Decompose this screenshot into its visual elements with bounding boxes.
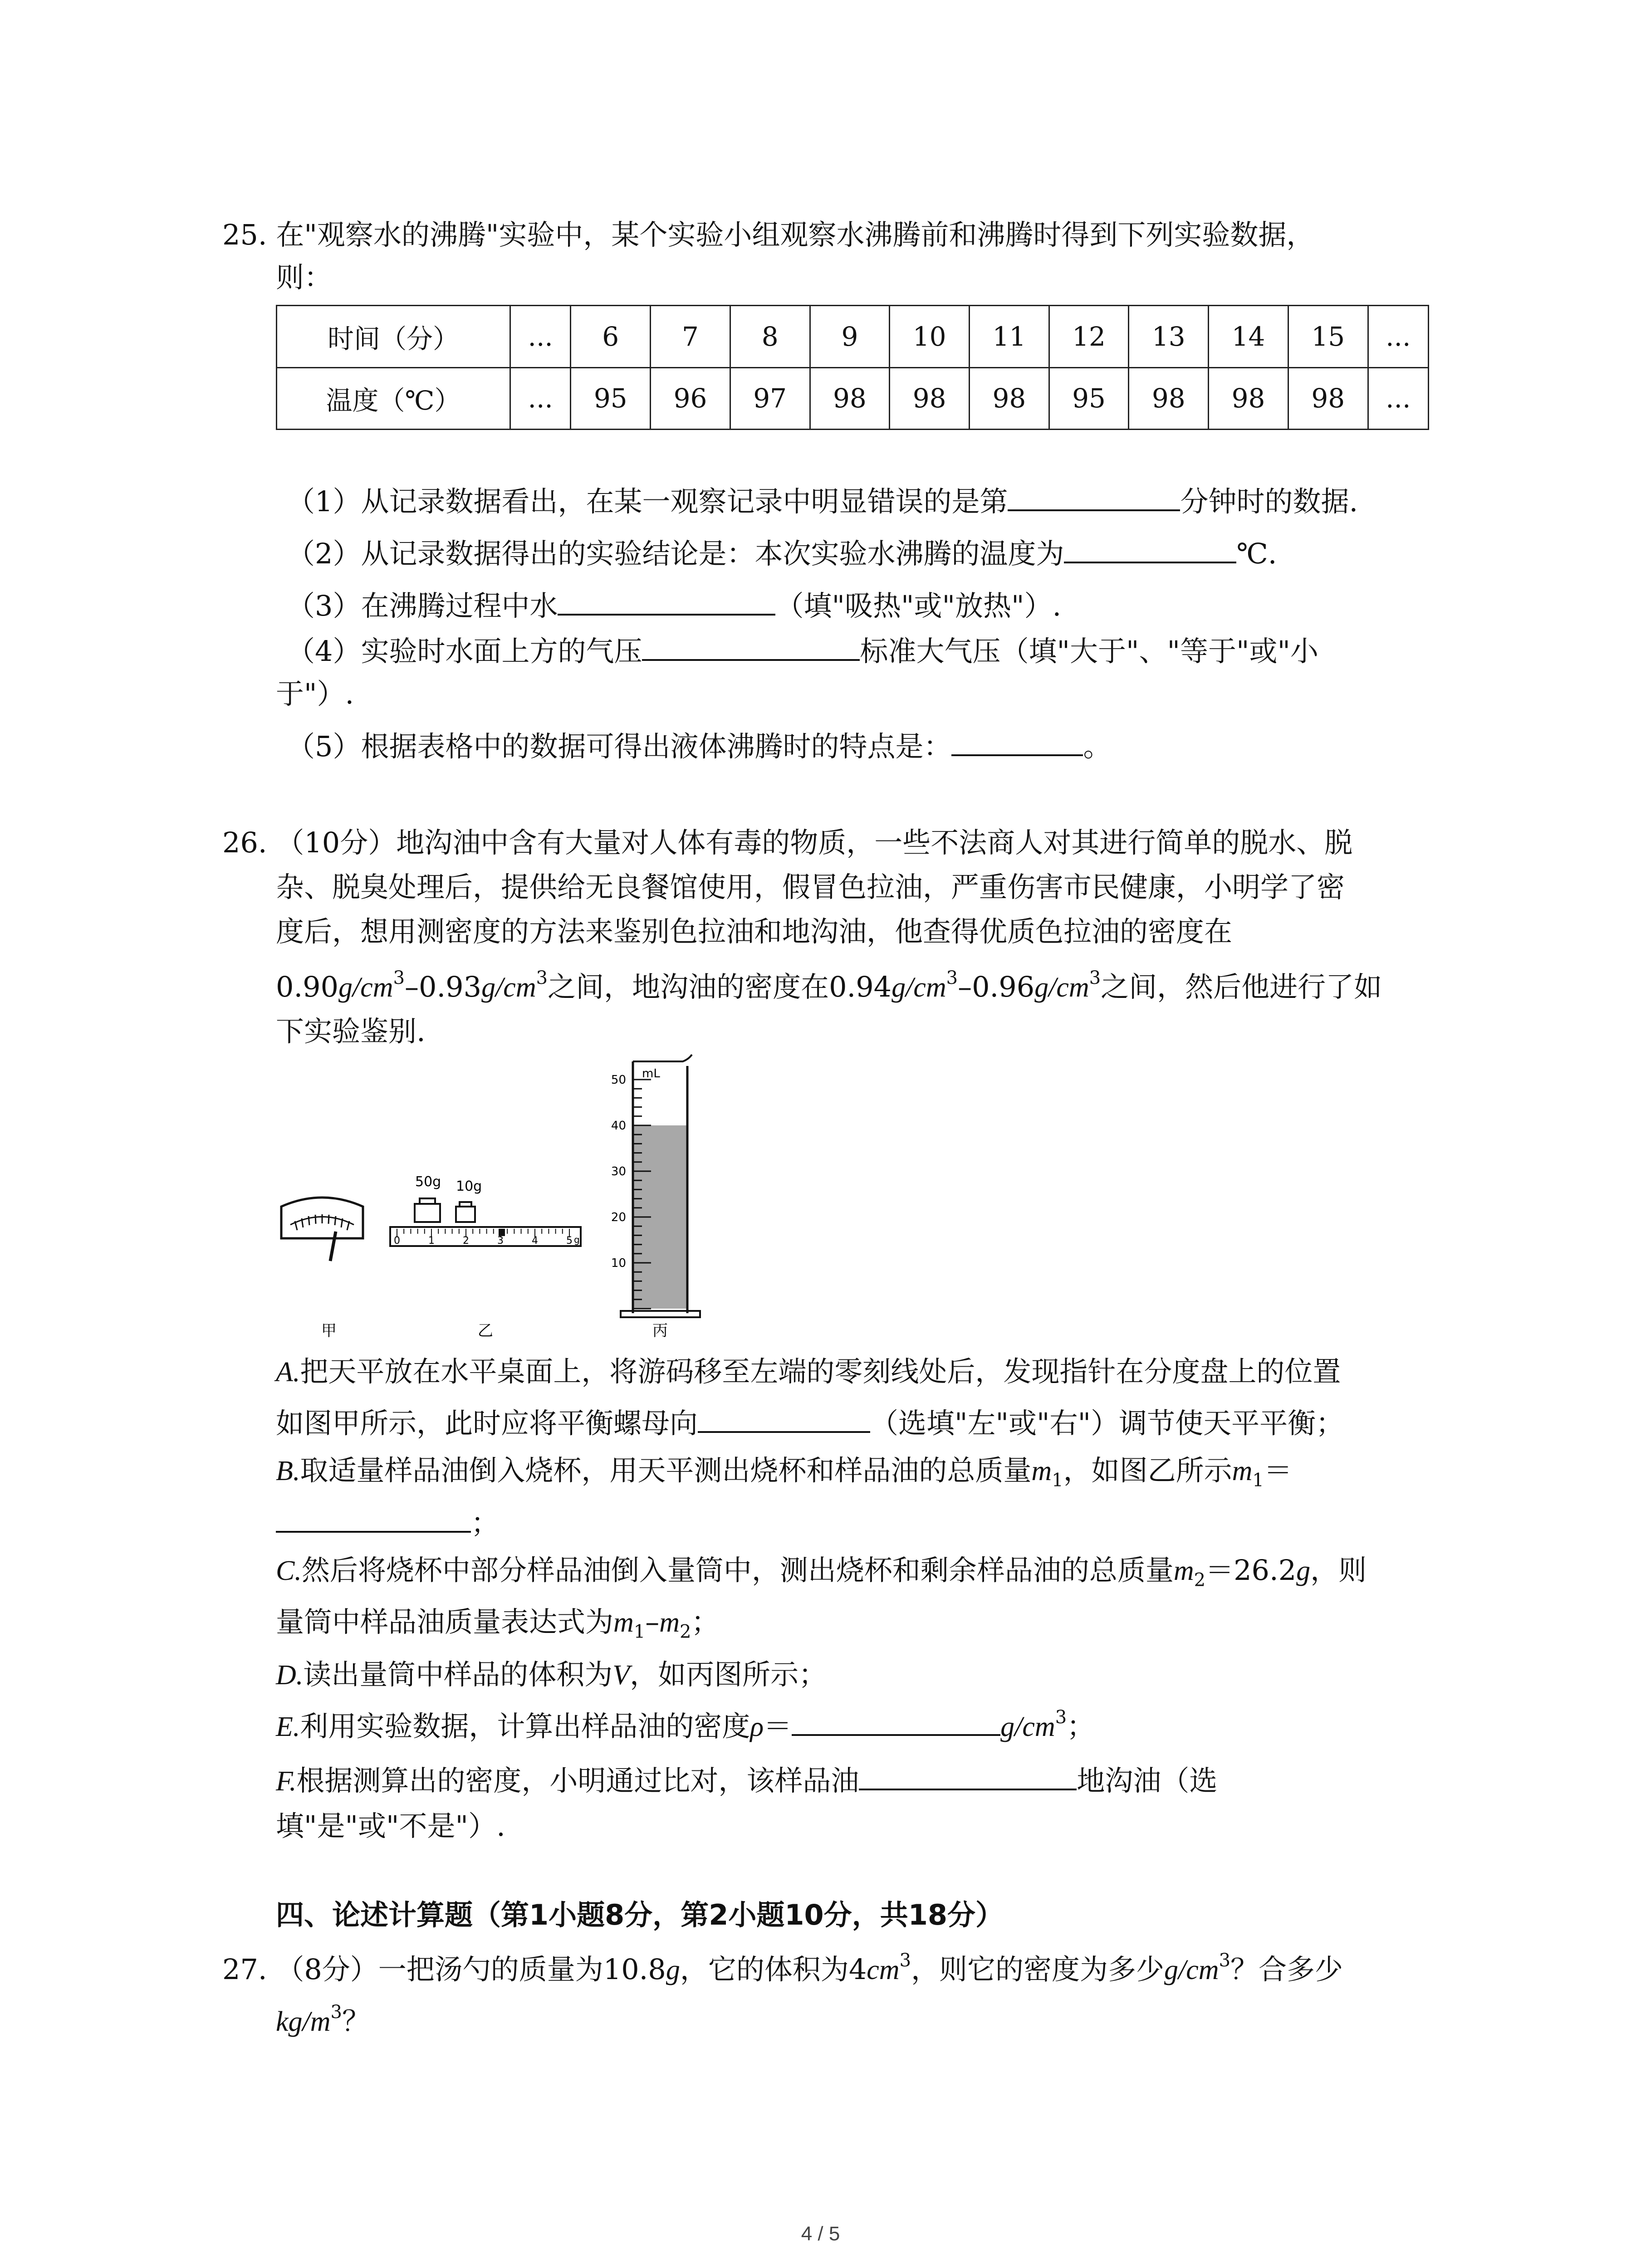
- unit-text: g: [1000, 1711, 1015, 1742]
- cylinder-labels: [611, 1073, 626, 1270]
- q27-text: ，则它的密度为多少: [911, 1953, 1165, 1986]
- q27-text: ，它的体积为4: [680, 1953, 867, 1986]
- table-cell-temperature: 96: [651, 367, 730, 430]
- unit-text: /cm: [1178, 1955, 1219, 1985]
- step-letter: E.: [276, 1711, 300, 1742]
- table-cell-time: 9: [810, 306, 890, 368]
- q25-intro-text: 在"观察水的沸腾"实验中，某个实验小组观察水沸腾前和沸腾时得到下列实验数据，: [276, 218, 1315, 251]
- measuring-cylinder-diagram: [611, 1055, 700, 1340]
- step-text: 根据测算出的密度，小明通过比对，该样品油: [296, 1764, 859, 1797]
- cylinder-unit: mL: [642, 1067, 660, 1080]
- step-text: ，则: [1310, 1554, 1367, 1587]
- answer-blank[interactable]: [859, 1762, 1077, 1790]
- table-row-temperature: [277, 367, 1429, 430]
- cylinder-label: 50: [611, 1073, 626, 1087]
- rider-beam-label: 4: [532, 1235, 538, 1246]
- exponent: 3: [330, 2002, 342, 2023]
- table-cell-time: 14: [1209, 306, 1288, 368]
- step-text: 读出量筒中样品的体积为: [303, 1658, 613, 1691]
- step-letter: A.: [276, 1357, 300, 1388]
- step-letter: C.: [276, 1555, 302, 1586]
- table-cell-temperature: 98: [969, 367, 1049, 430]
- step-text: ＝: [1264, 1454, 1292, 1487]
- table-cell-temperature: 98: [1129, 367, 1209, 430]
- step-text: ；: [1067, 1710, 1095, 1743]
- answer-blank[interactable]: [1064, 535, 1236, 563]
- weight-10g-icon: [456, 1207, 475, 1222]
- unit-text: g: [666, 1955, 680, 1985]
- table-cell-temperature: 95: [571, 367, 651, 430]
- q27-line2: [276, 2000, 370, 2043]
- step-text: ，如图乙所示: [1063, 1454, 1232, 1487]
- exponent: 3: [393, 968, 405, 989]
- q26-stepA-line2: [276, 1403, 1344, 1444]
- step-text: 利用实验数据，计算出样品油的密度: [300, 1710, 750, 1743]
- q26-stepD: D.读出量筒中样品的体积为V，如丙图所示；: [276, 1658, 827, 1691]
- exponent: 3: [536, 968, 548, 989]
- table-cell-temperature: 95: [1049, 367, 1129, 430]
- cylinder-label: 40: [611, 1119, 626, 1133]
- weight-50g-label: 50g: [415, 1174, 441, 1190]
- answer-blank[interactable]: [951, 728, 1083, 756]
- exponent: 3: [946, 968, 958, 989]
- value-text: 之间，然后他进行了如: [1101, 970, 1382, 1003]
- unit-text: g: [481, 972, 496, 1003]
- unit-text: g: [1296, 1555, 1311, 1586]
- q26-stepB-line1: B.取适量样品油倒入烧杯，用天平测出烧杯和样品油的总质量$m_1$，如图乙所示$m_1=$: [276, 1454, 1292, 1491]
- q25-sub5-text: （5）根据表格中的数据可得出液体沸腾时的特点是：: [287, 730, 952, 763]
- step-text: 然后将烧杯中部分样品油倒入量筒中，测出烧杯和剩余样品油的总质量: [301, 1554, 1174, 1587]
- q25-sub2-text: （2）从记录数据得出的实验结论是：本次实验水沸腾的温度为: [287, 537, 1064, 570]
- q25-intro-line1: [222, 214, 1314, 256]
- exponent: 3: [1219, 1950, 1231, 1971]
- rider-beam-label: 3: [497, 1235, 504, 1246]
- table-cell-time: 10: [890, 306, 970, 368]
- table-cell-time: 8: [730, 306, 810, 368]
- figure-label-bing: 丙: [652, 1322, 668, 1340]
- exponent: 3: [1089, 968, 1101, 989]
- rider-unit: g: [574, 1234, 580, 1245]
- unit-text: g: [892, 972, 906, 1003]
- q26-line3: 度后，想用测密度的方法来鉴别色拉油和地沟油，他查得优质色拉油的密度在: [276, 915, 1233, 948]
- q25-data-table: [276, 305, 1429, 430]
- q25-number: 25.: [222, 218, 267, 251]
- weight-50g-icon: [415, 1204, 440, 1222]
- table-cell-temperature: ...: [1368, 367, 1428, 430]
- step-letter: D.: [276, 1660, 304, 1691]
- step-text: 量筒中样品油质量表达式为: [276, 1605, 614, 1638]
- table-cell-time: 15: [1288, 306, 1368, 368]
- q27-text: ？: [342, 2004, 370, 2038]
- answer-blank[interactable]: [1008, 483, 1180, 511]
- q25-sub4-suffix: 标准大气压（填"大于"、"等于"或"小: [860, 635, 1319, 668]
- cylinder-label: 30: [611, 1165, 626, 1178]
- exponent: 3: [899, 1950, 911, 1971]
- q27-text: （8分）一把汤勺的质量为10.8: [276, 1953, 666, 1986]
- q26-stepC-line1: C.然后将烧杯中部分样品油倒入量筒中，测出烧杯和剩余样品油的总质量$m_2=26.2g$，则: [276, 1554, 1367, 1591]
- q25-sub4-text: （4）实验时水面上方的气压: [287, 635, 642, 668]
- table-cell-temperature: 98: [1209, 367, 1288, 430]
- q26-line5: 下实验鉴别.: [276, 1015, 426, 1048]
- table-cell-time: ...: [1368, 306, 1428, 368]
- table-cell-time: 11: [969, 306, 1049, 368]
- q26-stepA-line1: [276, 1351, 1341, 1393]
- table-row-time: [277, 306, 1429, 368]
- table-cell-temperature: 98: [810, 367, 890, 430]
- step-text: ，如丙图所示；: [630, 1658, 827, 1691]
- q26-line1: [222, 822, 1352, 864]
- table-cell-temperature: 97: [730, 367, 810, 430]
- step-text: 取适量样品油倒入烧杯，用天平测出烧杯和样品油的总质量: [300, 1454, 1032, 1487]
- q27-number: 27.: [222, 1953, 267, 1986]
- q25-sub1-text: （1）从记录数据看出，在某一观察记录中明显错误的是第: [287, 485, 1008, 518]
- figure-label-jia: 甲: [321, 1322, 337, 1340]
- figure-label-yi: 乙: [478, 1322, 493, 1340]
- answer-blank[interactable]: [558, 587, 775, 616]
- exponent: 3: [1055, 1707, 1067, 1728]
- step-text: （选填"左"或"右"）调节使天平平衡；: [870, 1407, 1344, 1440]
- table-cell-temperature: ...: [510, 367, 571, 430]
- q27-line1: 27. （8分）一把汤勺的质量为10.8g，它的体积为$4cm^3$，则它的密度为多少$g/cm^3$？合多少: [222, 1950, 1343, 1986]
- rider-beam-label: 0: [394, 1235, 400, 1246]
- table-cell-temperature: 98: [1288, 367, 1368, 430]
- unit-text: /cm: [353, 972, 393, 1003]
- step-text: ＝26.2: [1205, 1554, 1297, 1587]
- step-letter: B.: [276, 1456, 300, 1486]
- step-text: 把天平放在水平桌面上，将游码移至左端的零刻线处后，发现指针在分度盘上的位置: [300, 1355, 1341, 1388]
- unit-text: /cm: [1014, 1711, 1055, 1742]
- unit-text: g: [1034, 972, 1049, 1003]
- q26-line2: 杂、脱臭处理后，提供给无良餐馆使用，假冒色拉油，严重伤害市民健康，小明学了密: [276, 870, 1345, 904]
- unit-text: /cm: [906, 972, 946, 1003]
- q25-sub4-line2: 于"）.: [276, 677, 354, 710]
- q26-line4: [276, 966, 1382, 1008]
- q26-stepB-line2: [276, 1502, 499, 1544]
- answer-blank[interactable]: [698, 1405, 870, 1433]
- q27-text: ？合多少: [1230, 1953, 1343, 1986]
- value-text: –0.96: [958, 970, 1035, 1003]
- q26-number: 26.: [222, 826, 267, 859]
- answer-blank[interactable]: [792, 1708, 1000, 1736]
- step-text: ＝: [764, 1710, 792, 1743]
- unit-text: /cm: [1048, 972, 1089, 1003]
- q26-stepF-line2: 填"是"或"不是"）.: [276, 1809, 505, 1843]
- unit-text: g: [1164, 1955, 1179, 1985]
- unit-text: /cm: [495, 972, 536, 1003]
- q25-sub1-suffix: 分钟时的数据.: [1180, 485, 1358, 518]
- table-cell-time: 7: [651, 306, 730, 368]
- value-text: –0.93: [405, 970, 482, 1003]
- rider-beam: [390, 1227, 581, 1246]
- balance-dial-diagram: [281, 1198, 363, 1340]
- table-cell-time: 12: [1049, 306, 1129, 368]
- page-number: 4 / 5: [801, 2223, 840, 2245]
- table-row-label: 温度（℃）: [277, 367, 510, 430]
- q26-text: （10分）地沟油中含有大量对人体有毒的物质，一些不法商人对其进行简单的脱水、脱: [276, 826, 1353, 859]
- balance-beam-diagram: [390, 1174, 581, 1340]
- table-cell-time: 13: [1129, 306, 1209, 368]
- cylinder-label: 10: [611, 1256, 626, 1270]
- unit-text: g: [338, 972, 353, 1003]
- section-4-title: 四、论述计算题（第1小题8分，第2小题10分，共18分）: [276, 1898, 1004, 1931]
- q25-sub4: [287, 631, 1318, 672]
- rider-beam-label: 2: [463, 1235, 469, 1246]
- q25-sub3-text: （3）在沸腾过程中水: [287, 589, 558, 622]
- q26-stepE: E.利用实验数据，计算出样品油的密度$\rho= g/cm^3$；: [276, 1707, 1095, 1743]
- q26-figure: [272, 1052, 749, 1343]
- rider-beam-labels: [394, 1235, 573, 1246]
- q25-sub5-suffix: 。: [1083, 730, 1112, 763]
- q26-stepF-line1: [276, 1760, 1217, 1802]
- answer-blank[interactable]: [642, 633, 860, 661]
- answer-blank[interactable]: [276, 1505, 471, 1533]
- value-text: 0.90: [276, 970, 339, 1003]
- step-text: ；: [471, 1506, 500, 1540]
- step-text: 如图甲所示，此时应将平衡螺母向: [276, 1407, 698, 1440]
- table-cell-temperature: 98: [890, 367, 970, 430]
- table-cell-time: ...: [510, 306, 571, 368]
- table-cell-time: 6: [571, 306, 651, 368]
- step-text: 地沟油（选: [1077, 1764, 1218, 1797]
- q25-intro-line2: 则：: [276, 261, 333, 294]
- cylinder-label: 20: [611, 1211, 626, 1224]
- step-letter: F.: [276, 1766, 297, 1797]
- rider-beam-label: 1: [428, 1235, 435, 1246]
- step-text: ；: [691, 1605, 720, 1638]
- value-text: 之间，地沟油的密度在0.94: [548, 970, 892, 1003]
- table-row-label: 时间（分）: [277, 306, 510, 368]
- q25-sub1: [287, 481, 1358, 523]
- q25-sub3: [287, 585, 1061, 627]
- weight-10g-label: 10g: [456, 1178, 482, 1194]
- q25-sub2: [287, 533, 1277, 575]
- q25-sub2-suffix: ℃.: [1236, 537, 1277, 570]
- q25-sub5: [287, 726, 1111, 767]
- q25-sub3-suffix: （填"吸热"或"放热"）.: [775, 589, 1062, 622]
- unit-text: kg/m: [276, 2006, 331, 2037]
- q26-stepC-line2: 量筒中样品油质量表达式为$m_1-m_2$；: [276, 1605, 720, 1642]
- rider-beam-label: 5: [566, 1235, 573, 1246]
- rider-beam-ticks: [397, 1229, 569, 1237]
